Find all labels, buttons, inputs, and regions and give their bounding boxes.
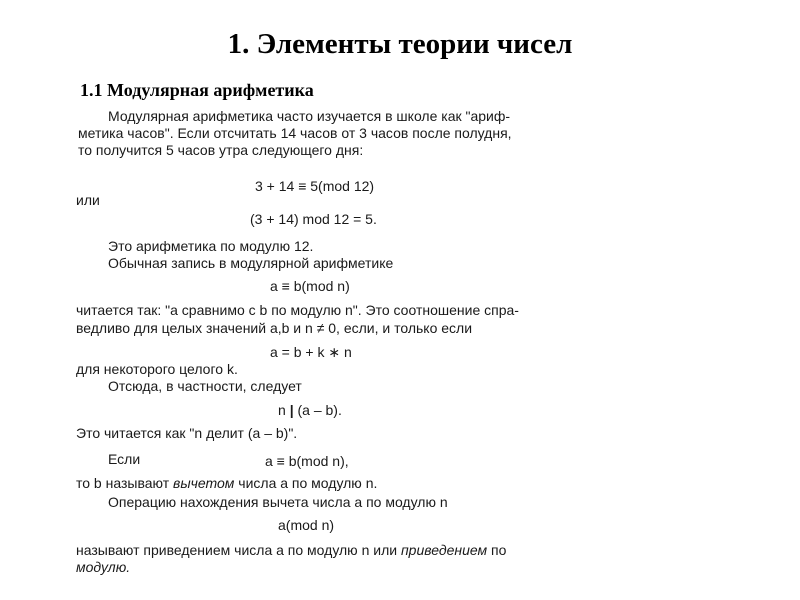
formula-congruence-general: a ≡ b(mod n) bbox=[270, 278, 350, 294]
term-modulo: модулю. bbox=[76, 559, 131, 575]
paragraph-line bbox=[76, 542, 506, 559]
formula-divides-n: n bbox=[278, 402, 286, 418]
term-reduction: приведением bbox=[400, 542, 488, 558]
paragraph-line: Отсюда, в частности, следует bbox=[108, 378, 302, 394]
section-subtitle: 1.1 Модулярная арифметика bbox=[80, 80, 314, 100]
formula-divides-rest: (a – b). bbox=[297, 402, 342, 418]
word-or: или bbox=[76, 192, 100, 208]
term-residue: вычетом bbox=[173, 475, 235, 491]
formula-divides bbox=[278, 402, 342, 419]
paragraph-line: ведливо для целых значений a,b и n ≠ 0, если, и только если bbox=[76, 320, 473, 336]
paragraph-line: Это арифметика по модулю 12. bbox=[108, 238, 314, 254]
paragraph-line: Модулярная арифметика часто изучается в школе как "ариф- bbox=[108, 108, 511, 124]
formula-divides-bar: | bbox=[289, 402, 294, 418]
text-run: по bbox=[487, 542, 507, 558]
paragraph-line: метика часов". Если отсчитать 14 часов от 3 часов после полудня, bbox=[78, 125, 512, 141]
formula-mod-expression: (3 + 14) mod 12 = 5. bbox=[250, 211, 377, 227]
paragraph-line: читается так: "a сравнимо с b по модулю n". Это соотношение спра- bbox=[76, 302, 519, 318]
word-if: Если bbox=[108, 451, 141, 467]
scanned-text-page bbox=[70, 108, 565, 588]
paragraph-line bbox=[76, 559, 130, 576]
paragraph-line: то получится 5 часов утра следующего дня: bbox=[78, 142, 364, 158]
formula-a-equals: a = b + k ∗ n bbox=[270, 344, 352, 360]
text-run: числа a по модулю n. bbox=[234, 475, 378, 491]
formula-residue-condition: a ≡ b(mod n), bbox=[265, 453, 349, 469]
paragraph-line bbox=[76, 475, 377, 492]
paragraph-line: Обычная запись в модулярной арифметике bbox=[108, 255, 394, 271]
formula-clock-congruence: 3 + 14 ≡ 5(mod 12) bbox=[255, 178, 375, 194]
paragraph-line: Операцию нахождения вычета числа a по модулю n bbox=[108, 494, 448, 510]
text-run: называют приведением числа a по модулю n или bbox=[76, 542, 401, 558]
paragraph-line: Это читается как "n делит (a – b)". bbox=[76, 425, 298, 441]
slide-title: 1. Элементы теории чисел bbox=[227, 28, 573, 60]
formula-a-mod-n: a(mod n) bbox=[278, 517, 335, 533]
text-run: то b называют bbox=[76, 475, 174, 491]
paragraph-line: для некоторого целого k. bbox=[76, 361, 238, 377]
